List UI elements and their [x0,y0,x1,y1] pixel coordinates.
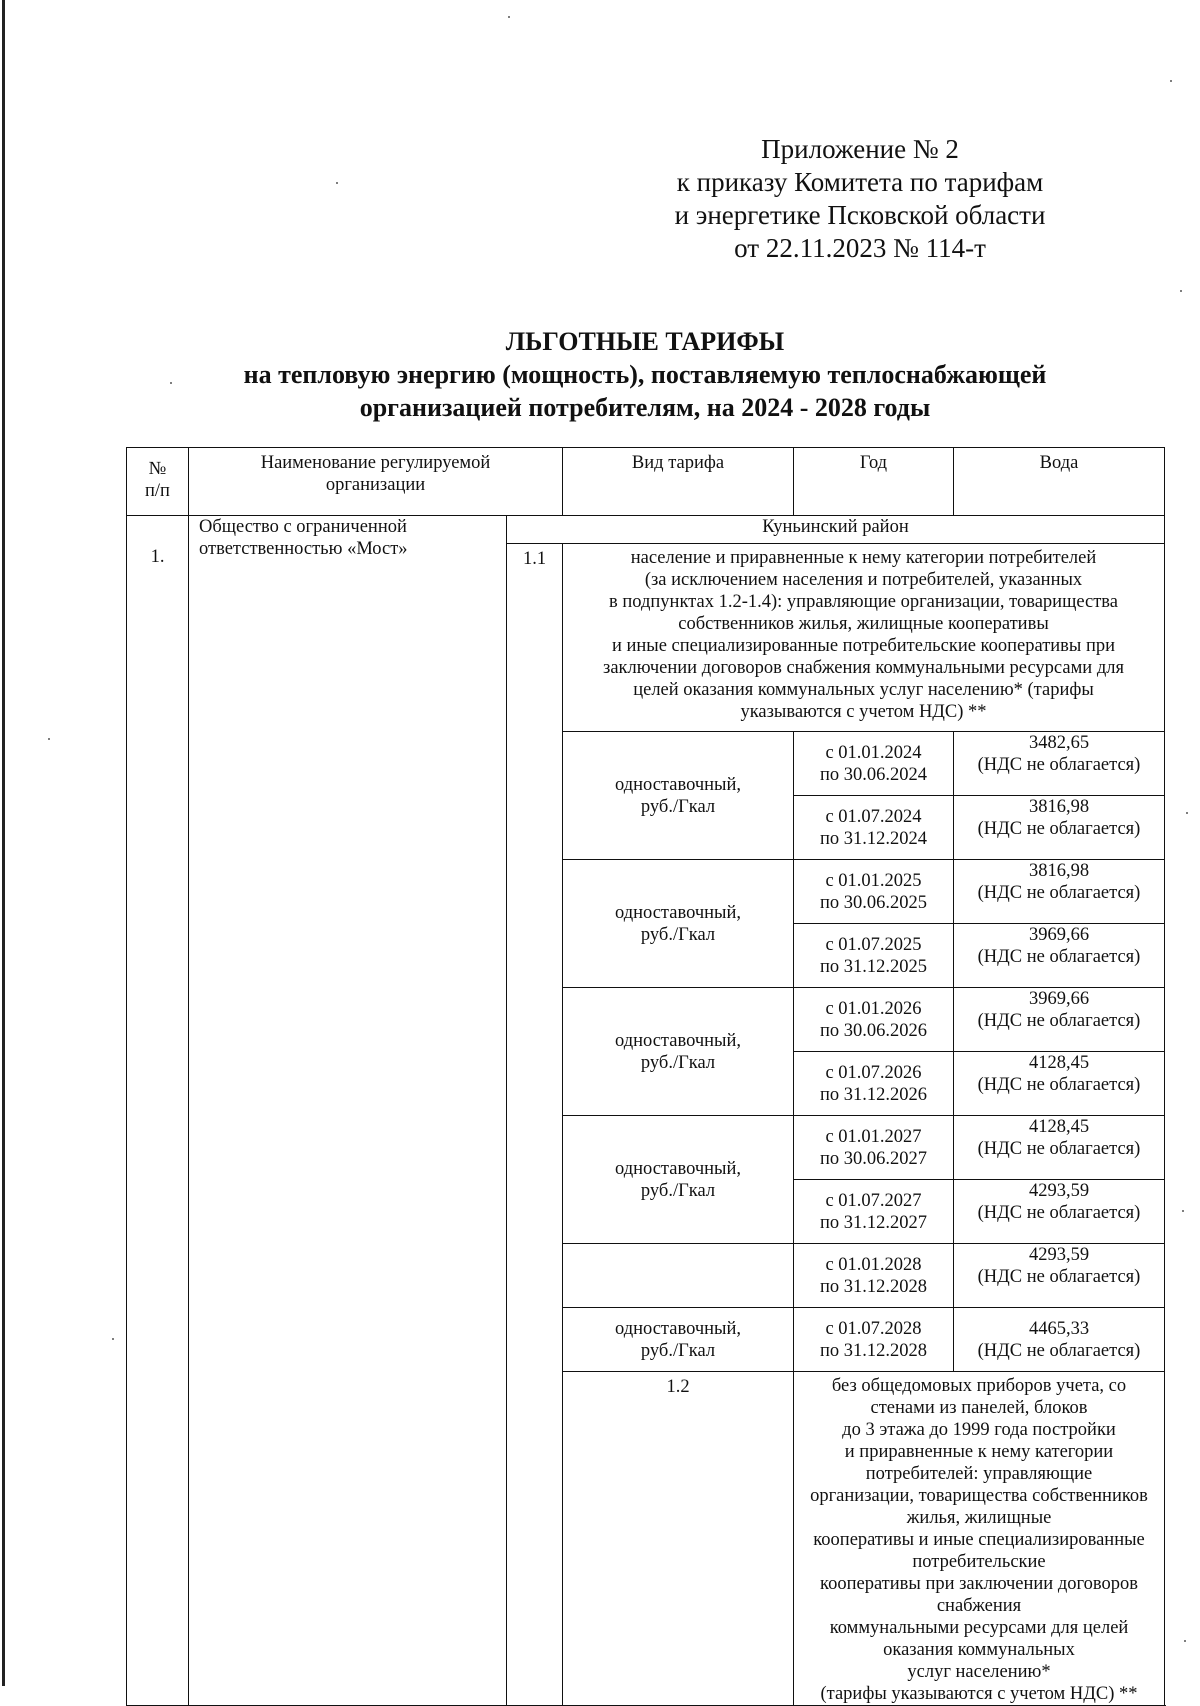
org-name [189,516,507,1706]
description-line: указываются с учетом НДС) ** [740,702,987,722]
description-line: население и приравненные к нему категории потребителей [630,548,1097,568]
period-to: по 30.06.2026 [819,1020,928,1041]
rate-type-line: одноставочный, [614,774,741,795]
scan-speck [336,182,338,184]
period-from: с 01.01.2026 [825,998,922,1019]
tariff-amount: 3969,66 [1028,989,1090,1009]
description-line: организации, товарищества собственников жилья, жилищные [810,1486,1148,1528]
period-from: с 01.01.2027 [825,1126,922,1147]
description-line: (тарифы указываются с учетом НДС) ** [820,1684,1138,1704]
tariff-value [954,988,1165,1052]
description-line: собственников жилья, жилищные кооперативы [678,614,1049,634]
section-description [794,1372,1165,1706]
header-org-line: организации [325,475,426,495]
header-year: Год [794,448,954,516]
period-from: с 01.07.2025 [825,934,922,955]
vat-note: (НДС не облагается) [977,1267,1141,1287]
appendix-line: к приказу Комитета по тарифам [676,167,1044,197]
rate-type-line: одноставочный, [614,1030,741,1051]
appendix-line: от 22.11.2023 № 114-т [734,233,986,263]
scan-speck [112,1338,114,1340]
rate-type [563,732,794,860]
scan-speck [1182,1210,1184,1212]
rate-type-line: одноставочный, [614,1318,741,1339]
period [794,1052,954,1116]
org-name-line: ответственностью «Мост» [199,539,408,559]
period-to: по 30.06.2024 [819,764,928,785]
tariff-amount: 3816,98 [1028,861,1090,881]
scan-speck [1184,1640,1186,1642]
tariff-value [954,860,1165,924]
tariff-amount: 3969,66 [1028,925,1090,945]
section-number: 1.1 [507,544,563,1706]
vat-note: (НДС не облагается) [977,1139,1141,1159]
period [794,988,954,1052]
org-name-line: Общество с ограниченной [199,517,407,537]
scan-speck [1170,80,1172,82]
vat-note: (НДС не облагается) [977,1011,1141,1031]
tariff-value [954,732,1165,796]
period-to: по 30.06.2025 [819,892,928,913]
header-num [127,448,189,516]
period-from: с 01.07.2024 [825,806,922,827]
appendix-line: Приложение № 2 [761,134,959,164]
tariff-amount: 4293,59 [1028,1181,1090,1201]
tariff-value [954,924,1165,988]
tariff-table [126,447,1165,1706]
period-from: с 01.01.2024 [825,742,922,763]
rate-type [563,988,794,1116]
description-line: заключении договоров снабжения коммунальными ресурсами для [603,658,1124,678]
description-line: и приравненные к нему категории потребителей: управляющие [844,1442,1114,1484]
rate-type-line: руб./Гкал [640,1180,716,1201]
scan-edge-line [2,0,5,1686]
period [794,796,954,860]
rate-type-line: одноставочный, [614,1158,741,1179]
period [794,924,954,988]
scan-speck [508,16,510,18]
rate-type-line: руб./Гкал [640,924,716,945]
header-tariff-type: Вид тарифа [563,448,794,516]
description-line: до 3 этажа до 1999 года постройки [842,1420,1116,1440]
document-title [160,325,1130,424]
vat-note: (НДС не облагается) [977,947,1141,967]
vat-note: (НДС не облагается) [977,819,1141,839]
header-water: Вода [954,448,1165,516]
tariff-amount: 4293,59 [1028,1245,1090,1265]
description-line: без общедомовых приборов учета, со стенами из панелей, блоков [831,1376,1127,1418]
period-to: по 31.12.2026 [819,1084,928,1105]
header-num-line: п/п [145,481,170,501]
period [794,1308,954,1372]
period-to: по 31.12.2024 [819,828,928,849]
district-row [127,516,1165,544]
description-line: целей оказания коммунальных услуг населению* (тарифы [633,680,1094,700]
period [794,860,954,924]
district-name: Куньинский район [507,516,1165,544]
tariff-amount: 3816,98 [1028,797,1090,817]
period-from: с 01.01.2028 [825,1254,922,1275]
rate-type-line: руб./Гкал [640,1340,716,1361]
rate-type-line: руб./Гкал [640,1052,716,1073]
title-line: на тепловую энергию (мощность), поставляемую теплоснабжающей [243,360,1047,389]
section-description [563,544,1165,732]
period-from: с 01.07.2026 [825,1062,922,1083]
rate-type-line: руб./Гкал [640,796,716,817]
row-number: 1. [127,516,189,1706]
period [794,1244,954,1308]
appendix-block [600,133,1120,265]
description-line: услуг населению* [907,1662,1051,1682]
tariff-value [954,1244,1165,1308]
appendix-line: и энергетике Псковской области [674,200,1046,230]
description-line: коммунальными ресурсами для целей оказания коммунальных [829,1618,1129,1660]
header-row [127,448,1165,516]
tariff-value [954,796,1165,860]
tariff-value [954,1116,1165,1180]
period [794,732,954,796]
rate-type [563,1308,794,1372]
tariff-value [954,1180,1165,1244]
rate-type-empty [563,1244,794,1308]
vat-note: (НДС не облагается) [977,1203,1141,1223]
period-to: по 30.06.2027 [819,1148,928,1169]
header-num-line: № [148,459,167,479]
tariff-value [954,1308,1165,1372]
rate-type [563,1116,794,1244]
vat-note: (НДС не облагается) [977,1340,1141,1361]
header-org-line: Наименование регулируемой [260,453,491,473]
rate-type [563,860,794,988]
tariff-amount: 3482,65 [1028,733,1090,753]
vat-note: (НДС не облагается) [977,755,1141,775]
description-line: в подпунктах 1.2-1.4): управляющие организации, товарищества [609,592,1118,612]
scan-speck [1180,290,1182,292]
period [794,1116,954,1180]
scan-speck [1186,812,1188,814]
title-line: организацией потребителям, на 2024 - 2028 годы [359,393,931,422]
tariff-amount: 4128,45 [1028,1117,1090,1137]
description-line: и иные специализированные потребительские кооперативы при [611,636,1116,656]
period-from: с 01.07.2028 [825,1318,922,1339]
vat-note: (НДС не облагается) [977,883,1141,903]
vat-note: (НДС не облагается) [977,1075,1141,1095]
period-to: по 31.12.2028 [819,1276,928,1297]
period-to: по 31.12.2025 [819,956,928,977]
period-from: с 01.07.2027 [825,1190,922,1211]
tariff-value [954,1052,1165,1116]
scan-speck [48,738,50,740]
period [794,1180,954,1244]
section-number: 1.2 [563,1372,794,1706]
rate-type-line: одноставочный, [614,902,741,923]
header-org [189,448,563,516]
period-to: по 31.12.2028 [819,1340,928,1361]
description-line: кооперативы при заключении договоров снабжения [820,1574,1138,1616]
period-from: с 01.01.2025 [825,870,922,891]
title-line: ЛЬГОТНЫЕ ТАРИФЫ [505,327,785,356]
period-to: по 31.12.2027 [819,1212,928,1233]
description-line: кооперативы и иные специализированные потребительские [813,1530,1145,1572]
tariff-amount: 4465,33 [1028,1318,1090,1339]
description-line: (за исключением населения и потребителей, указанных [644,570,1083,590]
tariff-amount: 4128,45 [1028,1053,1090,1073]
